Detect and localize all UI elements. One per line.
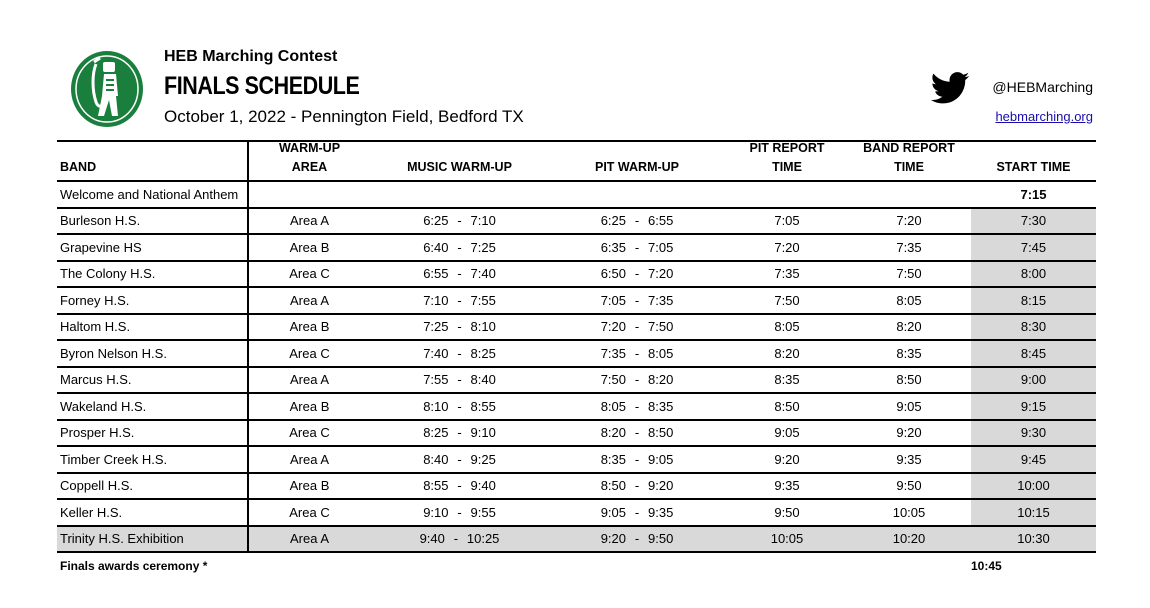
twitter-bird-icon[interactable] <box>927 72 973 104</box>
col-music-header: MUSIC WARM-UP <box>407 160 512 174</box>
footer-label: Finals awards ceremony * <box>60 559 208 573</box>
pit-report-time: 7:05 <box>774 213 800 229</box>
warmup-area: Area A <box>289 213 330 229</box>
warmup-area: Area B <box>289 478 330 494</box>
pit-warmup: 6:25 - 6:55 <box>600 213 674 229</box>
band-name: Prosper H.S. <box>60 425 135 441</box>
music-warmup: 6:40 - 7:25 <box>423 239 496 255</box>
date-location: October 1, 2022 - Pennington Field, Bedford TX <box>164 107 524 126</box>
band-report-time: 7:35 <box>896 239 922 255</box>
music-warmup: 9:40 - 10:25 <box>419 531 500 547</box>
col-pit-header: PIT WARM-UP <box>594 160 680 174</box>
col-pit-report-header: PIT REPORT TIME <box>749 141 825 174</box>
start-time: 8:00 <box>971 262 1096 287</box>
band-report-time: 7:20 <box>896 213 922 229</box>
warmup-area: Area B <box>289 319 330 335</box>
table-row <box>57 421 1096 448</box>
start-time: 8:15 <box>971 288 1096 313</box>
table-row <box>57 288 1096 315</box>
pit-report-time: 9:35 <box>774 478 800 494</box>
band-name: Burleson H.S. <box>60 213 141 229</box>
music-warmup: 8:10 - 8:55 <box>423 398 496 414</box>
pit-warmup: 7:35 - 8:05 <box>600 345 674 361</box>
table-row <box>57 447 1096 474</box>
start-time: 7:30 <box>971 209 1096 234</box>
band-name: Grapevine HS <box>60 239 142 255</box>
col-area-header: WARM-UP AREA <box>278 141 341 174</box>
music-warmup: 6:55 - 7:40 <box>423 266 496 282</box>
pit-report-time: 9:20 <box>774 451 800 467</box>
saxophone-player-logo-icon <box>70 50 144 128</box>
band-report-time: 8:50 <box>896 372 922 388</box>
table-row <box>57 500 1096 527</box>
band-report-time: 8:05 <box>896 292 922 308</box>
music-warmup: 7:55 - 8:40 <box>423 372 496 388</box>
band-name: Trinity H.S. Exhibition <box>60 531 184 547</box>
music-warmup: 6:25 - 7:10 <box>423 213 496 229</box>
pit-report-time: 7:20 <box>774 239 800 255</box>
pit-report-time: 7:50 <box>774 292 800 308</box>
page-title: FINALS SCHEDULE <box>164 72 360 100</box>
pit-warmup: 6:50 - 7:20 <box>600 266 674 282</box>
table-row <box>57 394 1096 421</box>
table-row <box>57 315 1096 342</box>
start-time: 9:45 <box>971 447 1096 472</box>
pit-warmup: 9:05 - 9:35 <box>600 504 674 520</box>
pit-warmup: 9:20 - 9:50 <box>600 531 674 547</box>
start-time: 8:30 <box>971 315 1096 340</box>
pit-report-time: 8:05 <box>774 319 800 335</box>
pit-report-time: 10:05 <box>770 531 804 547</box>
band-report-time: 10:20 <box>892 531 926 547</box>
warmup-area: Area A <box>289 372 330 388</box>
pit-report-time: 9:50 <box>774 504 800 520</box>
band-name: The Colony H.S. <box>60 266 156 282</box>
table-row <box>57 209 1096 236</box>
band-name: Haltom H.S. <box>60 319 131 335</box>
pit-warmup: 6:35 - 7:05 <box>600 239 674 255</box>
col-band-header: BAND <box>60 160 97 174</box>
band-report-time: 8:35 <box>896 345 922 361</box>
music-warmup: 8:40 - 9:25 <box>423 451 496 467</box>
start-time: 10:15 <box>971 500 1096 525</box>
pit-warmup: 8:35 - 9:05 <box>600 451 674 467</box>
website-link[interactable]: hebmarching.org <box>995 109 1093 124</box>
pit-report-time: 8:50 <box>774 398 800 414</box>
band-name: Coppell H.S. <box>60 478 133 494</box>
pit-warmup: 8:05 - 8:35 <box>600 398 674 414</box>
band-report-time: 10:05 <box>892 504 926 520</box>
opening-row <box>57 182 1096 209</box>
pit-warmup: 7:20 - 7:50 <box>600 319 674 335</box>
band-report-time: 8:20 <box>896 319 922 335</box>
pit-report-time: 7:35 <box>774 266 800 282</box>
start-time: 9:30 <box>971 421 1096 446</box>
band-name: Byron Nelson H.S. <box>60 345 167 361</box>
table-row <box>57 474 1096 501</box>
warmup-area: Area A <box>289 451 330 467</box>
pit-warmup: 7:50 - 8:20 <box>600 372 674 388</box>
band-name: Forney H.S. <box>60 292 130 308</box>
music-warmup: 7:25 - 8:10 <box>423 319 496 335</box>
table-header <box>57 140 1096 182</box>
warmup-area: Area A <box>289 292 330 308</box>
opening-start: 7:15 <box>1020 186 1047 202</box>
schedule-table <box>57 140 1096 579</box>
twitter-handle[interactable]: @HEBMarching <box>992 79 1093 95</box>
music-warmup: 8:25 - 9:10 <box>423 425 496 441</box>
band-report-time: 9:20 <box>896 425 922 441</box>
warmup-area: Area B <box>289 239 330 255</box>
table-row <box>57 262 1096 289</box>
music-warmup: 9:10 - 9:55 <box>423 504 496 520</box>
music-warmup: 7:10 - 7:55 <box>423 292 496 308</box>
pit-report-time: 9:05 <box>774 425 800 441</box>
music-warmup: 8:55 - 9:40 <box>423 478 496 494</box>
table-row <box>57 235 1096 262</box>
band-name: Keller H.S. <box>60 504 123 520</box>
band-report-time: 9:50 <box>896 478 922 494</box>
col-start-header: START TIME <box>996 160 1071 174</box>
footer-row <box>57 553 1096 579</box>
warmup-area: Area C <box>289 425 330 441</box>
pit-report-time: 8:20 <box>774 345 800 361</box>
start-time: 10:30 <box>1017 531 1050 547</box>
band-name: Marcus H.S. <box>60 372 132 388</box>
warmup-area: Area C <box>289 345 330 361</box>
opening-label: Welcome and National Anthem <box>60 186 239 202</box>
warmup-area: Area C <box>289 504 330 520</box>
pit-report-time: 8:35 <box>774 372 800 388</box>
band-name: Timber Creek H.S. <box>60 451 168 467</box>
event-name: HEB Marching Contest <box>164 48 338 65</box>
pit-warmup: 8:20 - 8:50 <box>600 425 674 441</box>
start-time: 10:00 <box>971 474 1096 499</box>
warmup-area: Area C <box>289 266 330 282</box>
exhibition-row <box>57 527 1096 554</box>
warmup-area: Area A <box>289 531 330 547</box>
band-report-time: 9:35 <box>896 451 922 467</box>
band-report-time: 7:50 <box>896 266 922 282</box>
start-time: 9:15 <box>971 394 1096 419</box>
start-time: 8:45 <box>971 341 1096 366</box>
warmup-area: Area B <box>289 398 330 414</box>
table-row <box>57 368 1096 395</box>
music-warmup: 7:40 - 8:25 <box>423 345 496 361</box>
band-report-time: 9:05 <box>896 398 922 414</box>
pit-warmup: 8:50 - 9:20 <box>600 478 674 494</box>
start-time: 9:00 <box>971 368 1096 393</box>
pit-warmup: 7:05 - 7:35 <box>600 292 674 308</box>
footer-start: 10:45 <box>971 559 1002 573</box>
table-row <box>57 341 1096 368</box>
start-time: 7:45 <box>971 235 1096 260</box>
band-name: Wakeland H.S. <box>60 398 147 414</box>
col-band-report-header: BAND REPORT TIME <box>863 141 955 174</box>
